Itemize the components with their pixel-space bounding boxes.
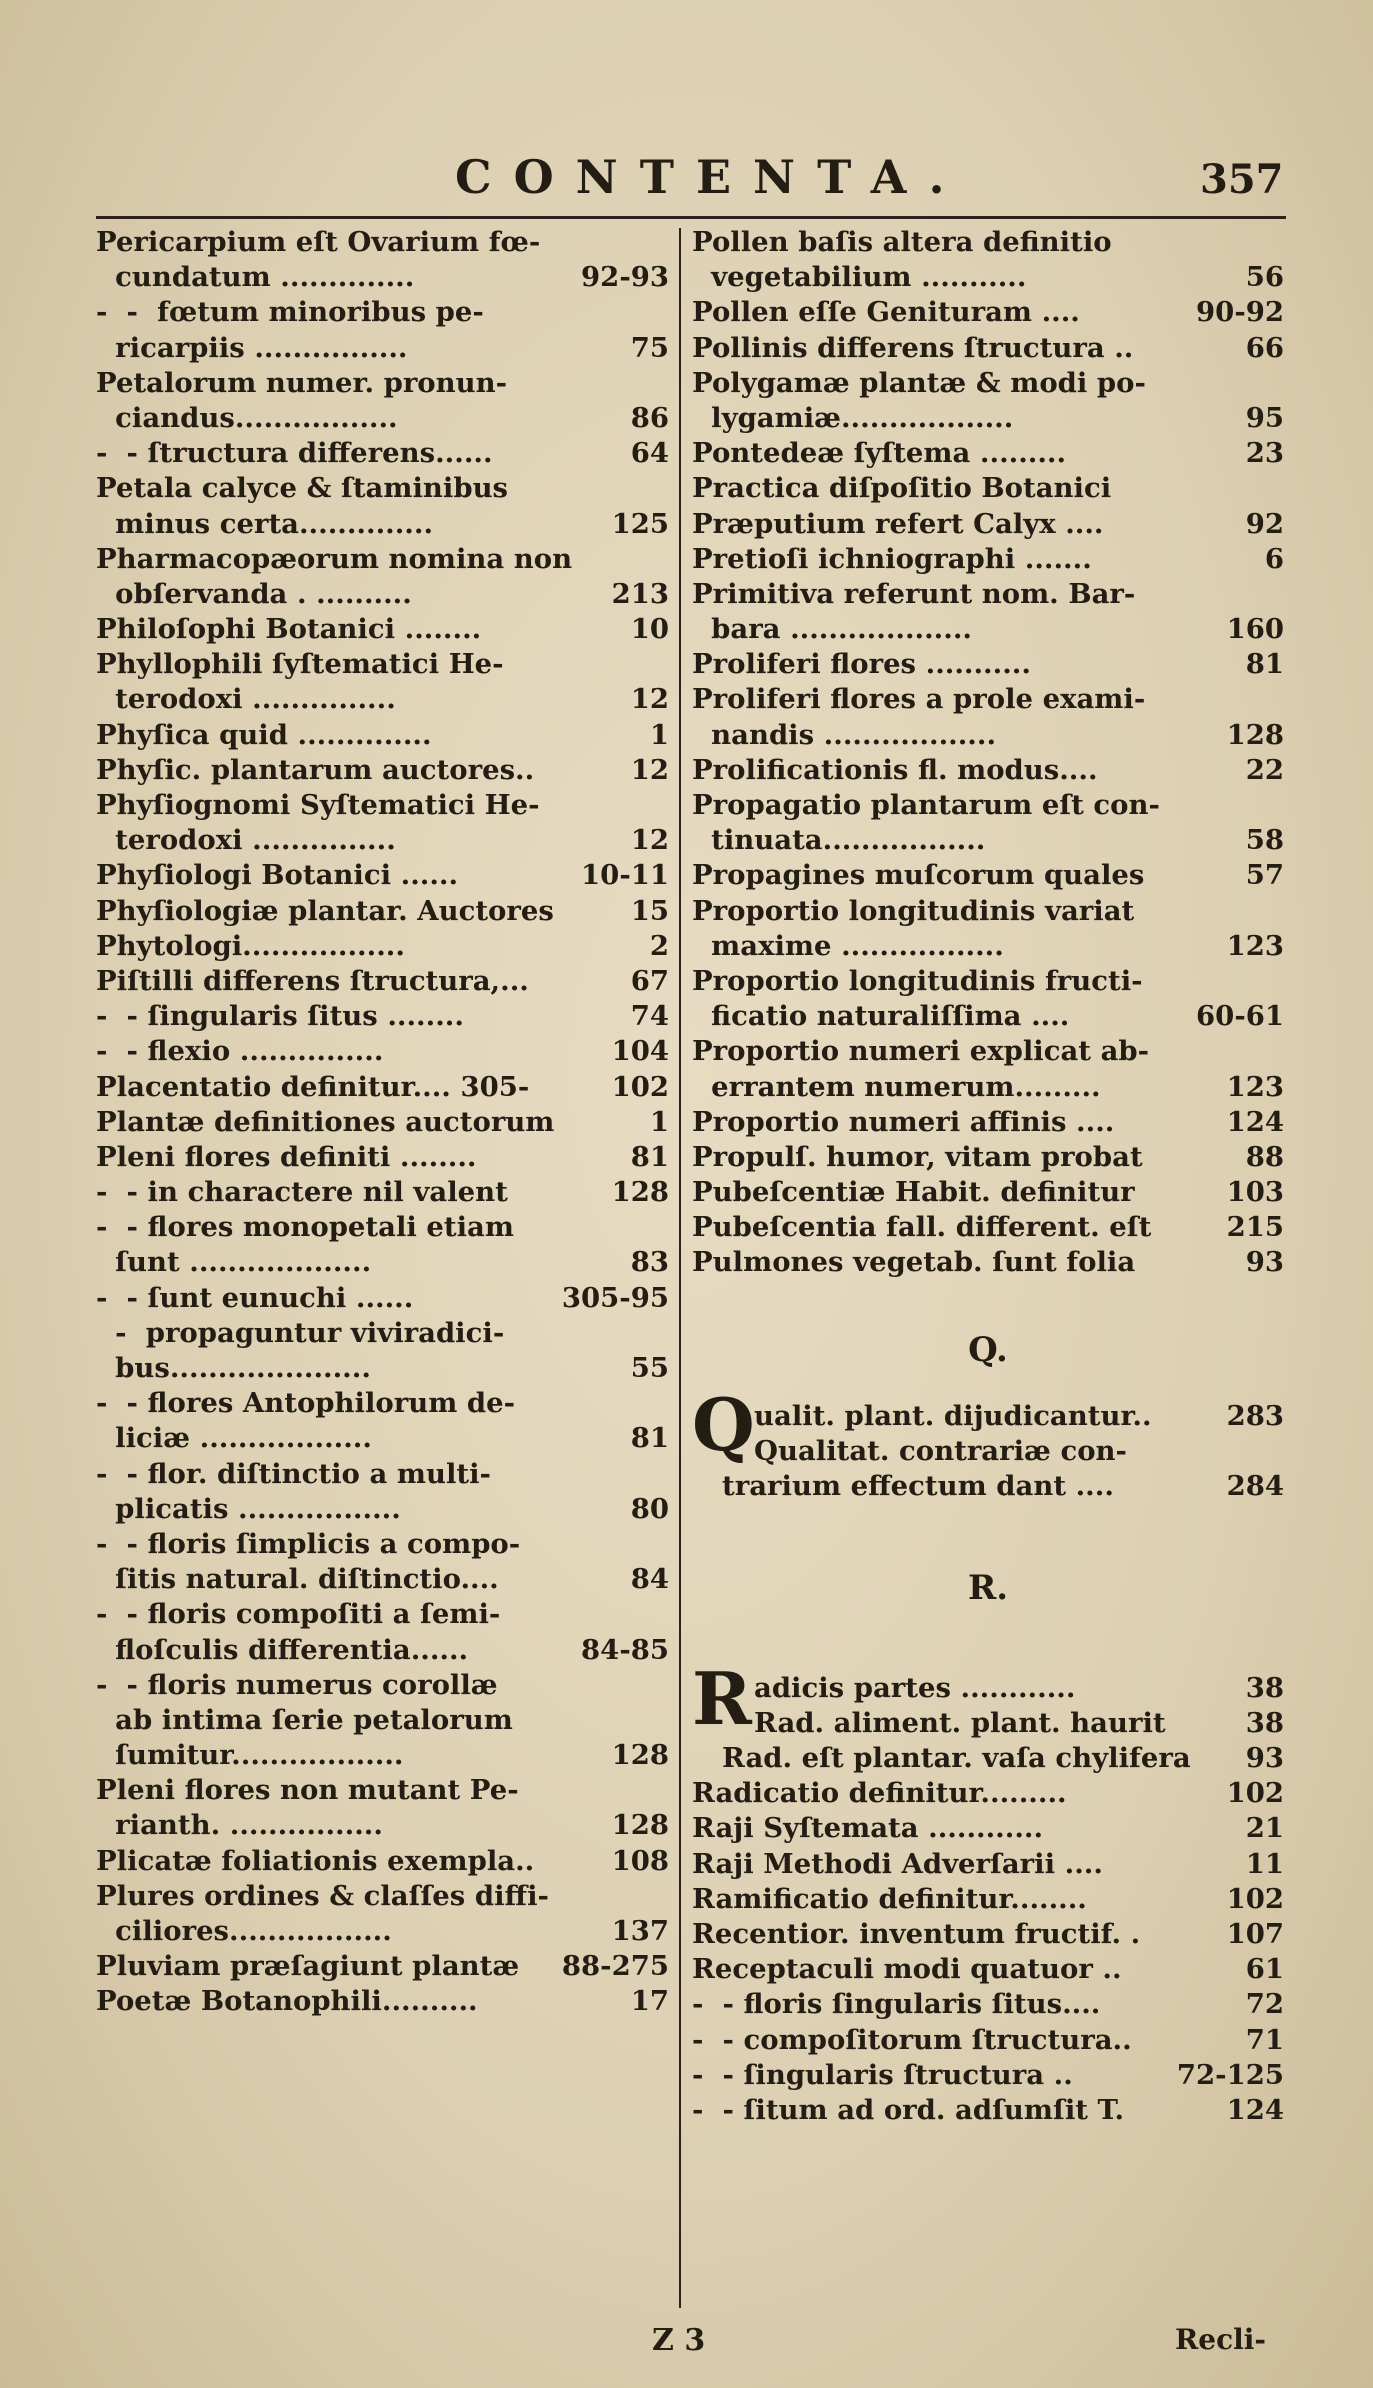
- index-entry: [96, 542, 669, 577]
- index-entry: [96, 1105, 669, 1140]
- index-entry: [96, 295, 669, 330]
- entry-page: 72-125: [1176, 2058, 1284, 2091]
- entry-page: 55: [630, 1352, 669, 1384]
- entry-page: 107: [1226, 1917, 1284, 1950]
- index-entry: [96, 1949, 669, 1984]
- entry-page: 15: [630, 894, 669, 927]
- index-entry: [96, 1984, 669, 2019]
- entry-text: - - compoſitorum ſtructura..: [692, 2023, 1132, 2056]
- index-entry: [96, 1633, 669, 1668]
- entry-text: Proliferi flores a prole exami-: [692, 683, 1146, 716]
- index-entry: [692, 682, 1284, 717]
- index-entry: [96, 1527, 669, 1562]
- entry-page: 12: [630, 824, 669, 857]
- entry-text: nandis ..................: [692, 718, 997, 751]
- index-entry: [692, 2093, 1284, 2128]
- entry-page: 74: [630, 1000, 669, 1033]
- index-entry: [96, 331, 669, 366]
- entry-text: ab intima ſerie petalorum: [96, 1703, 513, 1736]
- index-entry: [692, 788, 1284, 823]
- entry-page: 17: [630, 1985, 669, 2018]
- entry-text: ricarpiis ................: [96, 331, 408, 364]
- entry-text: Recentior. inventum fructif. .: [692, 1917, 1141, 1950]
- index-entry: [692, 1140, 1284, 1175]
- index-entry: [96, 858, 669, 893]
- entry-page: 102: [1226, 1777, 1284, 1810]
- entry-text: - - floris ſingularis ſitus....: [692, 1988, 1101, 2021]
- index-entry: [96, 1738, 669, 1773]
- entry-page: 60-61: [1196, 1000, 1284, 1033]
- column-divider: [679, 228, 681, 2308]
- entry-page: 64: [630, 437, 669, 470]
- entry-page: 58: [1245, 824, 1284, 857]
- entry-text: - - flores Antophilorum de-: [96, 1387, 516, 1420]
- entry-text: liciæ ..................: [96, 1422, 372, 1455]
- entry-text: Propagines muſcorum quales: [692, 859, 1145, 892]
- entry-text: - - ſtructura differens......: [96, 437, 493, 470]
- page-number: 357: [1200, 156, 1284, 203]
- entry-text: - - fœtum minoribus pe-: [96, 296, 484, 329]
- entry-page: 81: [630, 1422, 669, 1455]
- entry-text: vegetabilium ...........: [692, 261, 1027, 294]
- entry-page: 102: [1226, 1882, 1284, 1915]
- index-entry: [692, 1070, 1284, 1105]
- entry-page: 128: [611, 1176, 669, 1209]
- entry-text: - - flor. diſtinctio a multi-: [96, 1457, 491, 1490]
- entry-text: Primitiva referunt nom. Bar-: [692, 577, 1136, 610]
- index-entry: [692, 1105, 1284, 1140]
- index-entry: [692, 260, 1284, 295]
- index-entry: [692, 1952, 1284, 1987]
- entry-page: 215: [1226, 1211, 1284, 1244]
- entry-page: 75: [630, 331, 669, 364]
- entry-page: 81: [630, 1140, 669, 1173]
- entry-text: floſculis differentia......: [96, 1633, 469, 1666]
- entry-text: Practica diſpoſitio Botanici: [692, 472, 1112, 505]
- entry-page: 128: [611, 1809, 669, 1842]
- index-entry: [96, 260, 669, 295]
- entry-text: Pericarpium eſt Ovarium fœ-: [96, 226, 541, 258]
- index-entry: [96, 225, 669, 260]
- entry-text: bus.....................: [96, 1352, 371, 1384]
- index-entry: [96, 401, 669, 436]
- entry-text: trarium effectum dant ....: [722, 1470, 1114, 1502]
- index-entry: [692, 1469, 1284, 1504]
- signature-mark: Z 3: [652, 2323, 706, 2358]
- index-entry: [96, 1316, 669, 1351]
- entry-page: 213: [611, 577, 669, 610]
- entry-text: Raji Syſtemata ............: [692, 1812, 1044, 1845]
- index-entry: [96, 1281, 669, 1316]
- entry-page: 93: [1245, 1742, 1284, 1774]
- index-entry: [692, 295, 1284, 330]
- index-entry: [692, 542, 1284, 577]
- entry-text: Proliferi flores ...........: [692, 648, 1031, 681]
- index-entry: [96, 1457, 669, 1492]
- index-entry: [96, 753, 669, 788]
- index-entry: [692, 1399, 1284, 1434]
- index-entry: [692, 436, 1284, 471]
- entry-text: Pollinis differens ſtructura ..: [692, 331, 1134, 364]
- entry-text: ſumitur..................: [96, 1739, 404, 1772]
- entry-text: Pleni flores definiti ........: [96, 1140, 477, 1173]
- index-entry: [96, 1773, 669, 1808]
- entry-page: 11: [1245, 1847, 1284, 1880]
- entry-text: Pollen baſis altera definitio: [692, 226, 1112, 258]
- entry-page: 93: [1245, 1246, 1284, 1279]
- entry-page: 1: [649, 1105, 669, 1138]
- index-entry: [692, 1741, 1284, 1776]
- entry-text: Pleni flores non mutant Pe-: [96, 1774, 519, 1807]
- entry-text: Ramificatio definitur........: [692, 1882, 1087, 1915]
- entry-text: Pubeſcentia fall. different. eſt: [692, 1211, 1152, 1244]
- index-entry: [692, 471, 1284, 506]
- entry-text: terodoxi ...............: [96, 683, 396, 716]
- index-entry: [96, 1492, 669, 1527]
- index-entry: [692, 1210, 1284, 1245]
- entry-page: 23: [1245, 437, 1284, 470]
- index-entry: [692, 647, 1284, 682]
- entry-page: 92-93: [581, 261, 669, 294]
- index-entry: [692, 894, 1284, 929]
- section-r-entries: [692, 1671, 1284, 2128]
- index-entry: [96, 366, 669, 401]
- header-rule: [96, 216, 1286, 219]
- entry-text: - - floris numerus corollæ: [96, 1668, 498, 1701]
- entry-text: - - floris ſimplicis a compo-: [96, 1527, 521, 1560]
- right-column-entries: [692, 225, 1284, 1281]
- right-column: [692, 225, 1284, 2126]
- section-letter-r: R.: [967, 1567, 1009, 1608]
- entry-page: 88-275: [561, 1950, 669, 1983]
- index-entry: [692, 1671, 1284, 1706]
- entry-page: 108: [611, 1844, 669, 1877]
- index-entry: [692, 366, 1284, 401]
- entry-text: Rad. aliment. plant. haurit: [754, 1706, 1166, 1739]
- entry-text: Prolificationis fl. modus....: [692, 753, 1098, 786]
- index-entry: [96, 1879, 669, 1914]
- entry-text: - - ſunt eunuchi ......: [96, 1281, 414, 1314]
- entry-text: - - flexio ...............: [96, 1035, 384, 1068]
- entry-page: 88: [1245, 1140, 1284, 1173]
- entry-page: 86: [630, 401, 669, 434]
- entry-text: Proportio longitudinis fructi-: [692, 964, 1143, 997]
- index-entry: [692, 1434, 1284, 1469]
- index-entry: [96, 1808, 669, 1843]
- index-entry: [96, 1844, 669, 1879]
- index-entry: [692, 577, 1284, 612]
- entry-page: 56: [1245, 261, 1284, 294]
- entry-text: - - floris compoſiti a ſemi-: [96, 1598, 501, 1631]
- index-entry: [692, 1245, 1284, 1280]
- entry-text: ualit. plant. dijudicantur..: [754, 1399, 1152, 1432]
- index-entry: [96, 788, 669, 823]
- entry-text: - propaguntur viviradici-: [96, 1316, 505, 1349]
- entry-text: Propulſ. humor, vitam probat: [692, 1140, 1143, 1173]
- entry-text: Phyſic. plantarum auctores..: [96, 753, 535, 786]
- entry-text: Proportio numeri explicat ab-: [692, 1035, 1150, 1068]
- entry-text: - - ſingularis ſitus ........: [96, 1000, 464, 1033]
- index-entry: [692, 1175, 1284, 1210]
- entry-page: 83: [630, 1246, 669, 1279]
- entry-text: Pubeſcentiæ Habit. definitur: [692, 1176, 1135, 1209]
- index-entry: [692, 1776, 1284, 1811]
- entry-text: Petalorum numer. pronun-: [96, 366, 508, 399]
- index-entry: [692, 1882, 1284, 1917]
- entry-text: plicatis .................: [96, 1492, 401, 1525]
- index-entry: [96, 894, 669, 929]
- entry-page: 66: [1245, 331, 1284, 364]
- entry-page: 81: [1245, 648, 1284, 681]
- entry-text: minus certa..............: [96, 507, 434, 540]
- entry-text: Phytologi.................: [96, 929, 405, 962]
- entry-page: 283: [1226, 1399, 1284, 1432]
- entry-text: Petala calyce & ſtaminibus: [96, 472, 509, 505]
- entry-page: 22: [1245, 753, 1284, 786]
- index-entry: [96, 1210, 669, 1245]
- index-entry: [96, 823, 669, 858]
- entry-text: ſunt ...................: [96, 1246, 372, 1279]
- index-entry: [692, 823, 1284, 858]
- entry-text: Proportio longitudinis variat: [692, 894, 1135, 927]
- index-entry: [692, 858, 1284, 893]
- entry-text: - - ſitum ad ord. adſumſit T.: [692, 2093, 1125, 2126]
- entry-text: Pharmacopæorum nomina non: [96, 542, 573, 575]
- entry-text: adicis partes ............: [754, 1671, 1076, 1704]
- index-entry: [96, 964, 669, 999]
- entry-text: Poetæ Botanophili..........: [96, 1985, 478, 2018]
- entry-text: lygamiæ..................: [692, 401, 1014, 434]
- index-entry: [692, 2023, 1284, 2058]
- index-entry: [96, 1351, 669, 1386]
- left-column: [96, 225, 669, 2020]
- entry-text: Phyſiognomi Syſtematici He-: [96, 789, 540, 821]
- entry-page: 124: [1226, 2093, 1284, 2126]
- entry-page: 90-92: [1196, 296, 1284, 329]
- index-entry: [692, 718, 1284, 753]
- entry-text: Piſtilli differens ſtructura,...: [96, 964, 529, 997]
- entry-page: 102: [611, 1070, 669, 1103]
- entry-text: Philoſophi Botanici ........: [96, 613, 482, 646]
- index-entry: [96, 577, 669, 612]
- index-entry: [692, 999, 1284, 1034]
- entry-text: ciliores.................: [96, 1915, 392, 1947]
- index-entry: [692, 964, 1284, 999]
- entry-text: Plicatæ foliationis exempla..: [96, 1844, 535, 1877]
- entry-text: terodoxi ...............: [96, 824, 396, 857]
- entry-text: Pluviam præſagiunt plantæ: [96, 1950, 520, 1983]
- entry-text: rianth. ................: [96, 1809, 383, 1842]
- index-entry: [96, 1562, 669, 1597]
- entry-text: Pollen eſſe Genituram ....: [692, 296, 1080, 329]
- section-letter-q: Q.: [968, 1329, 1008, 1370]
- index-entry: [692, 929, 1284, 964]
- entry-text: Raji Methodi Adverſarii ....: [692, 1847, 1103, 1880]
- entry-page: 95: [1245, 401, 1284, 434]
- entry-page: 38: [1245, 1671, 1284, 1704]
- index-entry: [692, 331, 1284, 366]
- entry-page: 38: [1245, 1706, 1284, 1739]
- entry-page: 72: [1245, 1988, 1284, 2021]
- index-entry: [96, 1070, 669, 1105]
- entry-page: 10-11: [581, 859, 669, 892]
- entry-page: 6: [1264, 542, 1284, 575]
- entry-page: 128: [611, 1739, 669, 1772]
- index-entry: [96, 612, 669, 647]
- entry-page: 12: [630, 753, 669, 786]
- dropcap-q: Q: [692, 1381, 755, 1467]
- entry-text: Plantæ definitiones auctorum: [96, 1105, 555, 1138]
- entry-text: Phyſiologiæ plantar. Auctores: [96, 894, 554, 927]
- index-entry: [96, 718, 669, 753]
- index-entry: [692, 612, 1284, 647]
- index-entry: [692, 1034, 1284, 1069]
- index-entry: [692, 2058, 1284, 2093]
- entry-text: obſervanda . ..........: [96, 577, 412, 610]
- entry-page: 92: [1245, 507, 1284, 540]
- index-entry: [96, 1421, 669, 1456]
- entry-text: Phyſiologi Botanici ......: [96, 859, 459, 892]
- entry-page: 80: [630, 1492, 669, 1525]
- entry-text: Qualitat. contrariæ con-: [754, 1434, 1127, 1467]
- entry-page: 84-85: [581, 1633, 669, 1666]
- index-entry: [692, 1847, 1284, 1882]
- entry-page: 84: [630, 1563, 669, 1596]
- entry-text: bara ...................: [692, 613, 972, 646]
- dropcap-r: R: [692, 1655, 752, 1741]
- index-entry: [96, 507, 669, 542]
- entry-text: Pulmones vegetab. ſunt folia: [692, 1246, 1136, 1279]
- entry-text: - - ſingularis ſtructura ..: [692, 2058, 1073, 2091]
- entry-text: Phyſica quid ..............: [96, 718, 432, 751]
- index-entry: [96, 929, 669, 964]
- entry-text: Pontedeæ ſyſtema .........: [692, 437, 1067, 470]
- entry-page: 2: [649, 929, 669, 962]
- index-entry: [692, 753, 1284, 788]
- entry-text: Præputium refert Calyx ....: [692, 507, 1104, 540]
- entry-page: 1: [649, 718, 669, 751]
- entry-page: 61: [1245, 1953, 1284, 1986]
- entry-text: ſitis natural. diſtinctio....: [96, 1563, 499, 1596]
- entry-page: 104: [611, 1035, 669, 1068]
- entry-text: - - in charactere nil valent: [96, 1176, 508, 1209]
- index-entry: [692, 401, 1284, 436]
- running-title: CONTENTA.: [455, 150, 967, 204]
- catchword: Recli-: [1175, 2323, 1267, 2356]
- entry-text: Plures ordines & claſſes diffi-: [96, 1879, 549, 1912]
- entry-text: Rad. eſt plantar. vaſa chylifera: [722, 1742, 1191, 1774]
- entry-page: 160: [1226, 613, 1284, 646]
- entry-page: 128: [1226, 718, 1284, 751]
- entry-page: 125: [611, 507, 669, 540]
- page-header: [0, 150, 1373, 210]
- entry-text: - - flores monopetali etiam: [96, 1211, 514, 1244]
- index-entry: [96, 471, 669, 506]
- index-entry: [96, 682, 669, 717]
- index-entry: [96, 1703, 669, 1738]
- entry-page: 12: [630, 683, 669, 716]
- index-entry: [96, 1597, 669, 1632]
- index-entry: [96, 1175, 669, 1210]
- index-entry: [692, 225, 1284, 260]
- entry-text: Placentatio definitur.... 305-: [96, 1070, 530, 1103]
- entry-page: 67: [630, 964, 669, 997]
- index-entry: [96, 436, 669, 471]
- index-entry: [692, 1811, 1284, 1846]
- index-entry: [96, 999, 669, 1034]
- entry-text: maxime .................: [692, 929, 1004, 962]
- index-entry: [692, 1917, 1284, 1952]
- entry-text: tinuata.................: [692, 824, 986, 857]
- entry-text: cundatum ..............: [96, 261, 415, 294]
- index-entry: [692, 507, 1284, 542]
- entry-page: 123: [1226, 929, 1284, 962]
- index-entry: [96, 1914, 669, 1949]
- entry-page: 123: [1226, 1070, 1284, 1103]
- entry-page: 10: [630, 613, 669, 646]
- entry-text: errantem numerum.........: [692, 1070, 1101, 1103]
- entry-page: 137: [611, 1915, 669, 1947]
- entry-page: 57: [1245, 859, 1284, 892]
- section-q-entries: [692, 1399, 1284, 1505]
- index-entry: [96, 1245, 669, 1280]
- entry-page: 284: [1226, 1470, 1284, 1502]
- section-q: [692, 1281, 1284, 1581]
- index-entry: [96, 1668, 669, 1703]
- index-entry: [692, 1706, 1284, 1741]
- entry-text: Polygamæ plantæ & modi po-: [692, 366, 1146, 399]
- entry-page: 21: [1245, 1812, 1284, 1845]
- entry-page: 103: [1226, 1176, 1284, 1209]
- entry-text: Radicatio definitur.........: [692, 1777, 1067, 1810]
- index-entry: [96, 1034, 669, 1069]
- entry-page: 124: [1226, 1105, 1284, 1138]
- index-entry: [96, 647, 669, 682]
- index-entry: [96, 1140, 669, 1175]
- index-entry: [692, 1987, 1284, 2022]
- entry-text: ficatio naturaliſſima ....: [692, 1000, 1070, 1033]
- entry-text: Proportio numeri affinis ....: [692, 1105, 1115, 1138]
- index-entry: [96, 1386, 669, 1421]
- entry-text: Propagatio plantarum eſt con-: [692, 789, 1160, 821]
- entry-text: Receptaculi modi quatuor ..: [692, 1953, 1122, 1986]
- entry-text: ciandus.................: [96, 401, 398, 434]
- entry-page: 71: [1245, 2023, 1284, 2056]
- entry-text: Pretioſi ichniographi .......: [692, 542, 1092, 575]
- entry-text: Phyllophili ſyſtematici He-: [96, 648, 504, 681]
- entry-page: 305-95: [561, 1281, 669, 1314]
